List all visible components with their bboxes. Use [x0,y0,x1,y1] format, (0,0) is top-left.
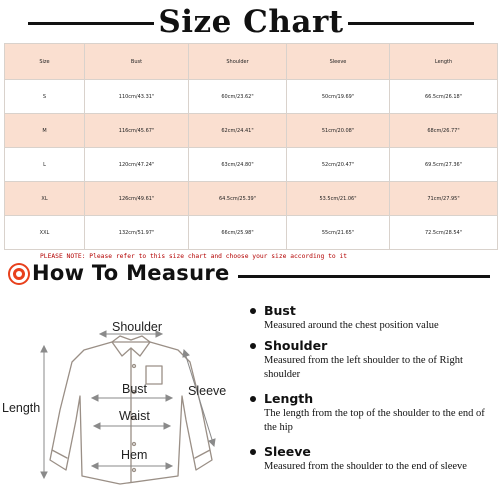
header-cell-bust: Bust [85,44,189,80]
size-note: PLEASE NOTE: Please refer to this size chart and choose your size according to it [40,253,348,260]
definition-title: Shoulder [264,338,328,353]
heading-rule [238,275,490,278]
title-row [0,4,500,40]
table-cell: 66.5cm/26.18" [390,80,498,114]
table-cell: 116cm/45.67" [85,114,189,148]
table-cell: 52cm/20.47" [287,148,390,182]
table-cell: 63cm/24.80" [189,148,287,182]
table-cell: 51cm/20.08" [287,114,390,148]
table-cell: 120cm/47.24" [85,148,189,182]
table-cell: 69.5cm/27.36" [390,148,498,182]
waist-label: Waist [119,409,150,423]
how-to-measure-title: How To Measure [32,261,230,285]
table-cell: L [5,148,85,182]
page-title: Size Chart [158,4,344,40]
size-chart-table [4,43,498,250]
header-cell-sleeve: Sleeve [287,44,390,80]
bust-label: Bust [122,382,148,396]
definition-text: Measured around the chest position value [264,320,439,331]
table-cell: 66cm/25.98" [189,216,287,250]
table-cell: 71cm/27.95" [390,182,498,216]
table-row [5,182,498,216]
table-cell: 110cm/43.31" [85,80,189,114]
table-cell: 53.5cm/21.06" [287,182,390,216]
title-rule-left [28,22,154,25]
table-cell: 50cm/19.69" [287,80,390,114]
header-cell-shoulder: Shoulder [189,44,287,80]
table-cell: 72.5cm/28.54" [390,216,498,250]
sleeve-label: Sleeve [188,384,227,398]
target-bullet-icon [10,265,28,283]
table-cell: XL [5,182,85,216]
table-cell: 62cm/24.41" [189,114,287,148]
table-row [5,80,498,114]
bullet-icon [250,396,256,402]
table-cell: XXL [5,216,85,250]
definition-text: Measured from the shoulder to the end of sleeve [264,461,467,472]
shoulder-label: Shoulder [112,320,163,334]
definition-title: Bust [264,303,296,318]
title-rule-right [348,22,474,25]
table-cell: 132cm/51.97" [85,216,189,250]
table-cell: 68cm/26.77" [390,114,498,148]
table-row [5,114,498,148]
how-to-measure-header [0,261,500,289]
table-cell: 64.5cm/25.39" [189,182,287,216]
definition-text: Measured from the left shoulder to the of Right shoulder [264,355,463,380]
shirt-illustration [0,300,240,500]
definition-title: Sleeve [264,444,311,459]
table-row [5,148,498,182]
length-label: Length [2,401,41,415]
definition-text: The length from the top of the shoulder to the end of the hip [264,408,485,433]
definition-title: Length [264,391,314,406]
table-cell: 126cm/49.61" [85,182,189,216]
bullet-icon [250,308,256,314]
table-row [5,216,498,250]
bullet-icon [250,343,256,349]
table-cell: 55cm/21.65" [287,216,390,250]
bullet-icon [250,449,256,455]
hem-label: Hem [121,448,148,462]
header-cell-size: Size [5,44,85,80]
table-cell: 60cm/23.62" [189,80,287,114]
table-cell: S [5,80,85,114]
table-header-row [5,44,498,80]
table-cell: M [5,114,85,148]
header-cell-length: Length [390,44,498,80]
